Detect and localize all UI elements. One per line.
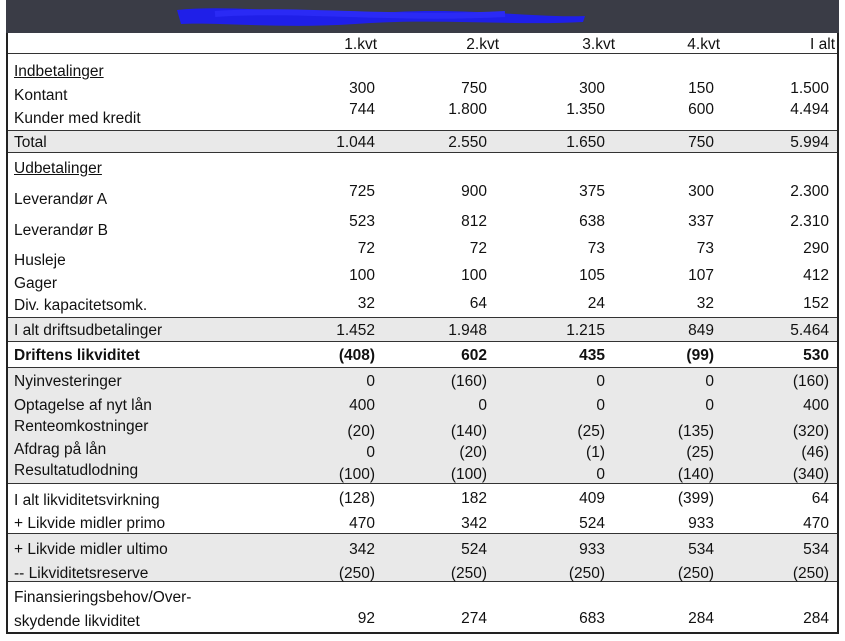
cell-total: 2.300	[790, 183, 829, 200]
header-col-total: I alt	[810, 36, 835, 53]
row-label: Nyinvesteringer	[14, 373, 122, 390]
cell-q3: 683	[579, 610, 605, 627]
cell-q4: (140)	[677, 466, 714, 483]
cell-q1: (250)	[338, 565, 375, 582]
cell-q4: (25)	[686, 444, 714, 461]
row-label: Leverandør B	[14, 222, 108, 239]
cell-q3: 73	[587, 240, 605, 257]
cell-total: (340)	[792, 466, 829, 483]
row-label: + Likvide midler ultimo	[14, 541, 168, 558]
row-label-line1: Finansieringsbehov/Over-	[14, 589, 192, 606]
cell-q1: 744	[349, 101, 375, 118]
header-col-3: 3.kvt	[582, 36, 615, 53]
cell-q1: 32	[357, 295, 375, 312]
cell-total: (250)	[792, 565, 829, 582]
cell-q3: 105	[579, 267, 605, 284]
cell-q2: 524	[461, 541, 487, 558]
cell-q2: (140)	[450, 423, 487, 440]
cell-q3: (1)	[586, 444, 605, 461]
cell-q2: 602	[461, 347, 487, 364]
cell-q2: (250)	[450, 565, 487, 582]
row-label: Total	[14, 134, 47, 151]
row-label: Gager	[14, 275, 58, 292]
cell-q3: 375	[579, 183, 605, 200]
cell-q1: 400	[349, 397, 375, 414]
section-title: Udbetalinger	[14, 160, 102, 177]
cell-q1: 523	[349, 213, 375, 230]
cell-q2: 2.550	[448, 134, 487, 151]
cell-q2: 812	[461, 213, 487, 230]
cell-q2: 342	[461, 515, 487, 532]
cell-q4: 600	[688, 101, 714, 118]
cell-total: 530	[803, 347, 829, 364]
cell-q1: 1.452	[336, 322, 375, 339]
cell-q4: 534	[688, 541, 714, 558]
cell-q1: (408)	[338, 347, 375, 364]
cell-q3: 933	[579, 541, 605, 558]
cell-q1: 100	[349, 267, 375, 284]
cell-total: (320)	[792, 423, 829, 440]
cell-q4: 0	[705, 397, 714, 414]
cell-q1: (20)	[347, 423, 375, 440]
cell-q3: 1.650	[566, 134, 605, 151]
cell-q1: 0	[366, 373, 375, 390]
cell-q2: (160)	[450, 373, 487, 390]
cell-q2: 274	[461, 610, 487, 627]
cell-total: 5.994	[790, 134, 829, 151]
cell-q2: 0	[478, 397, 487, 414]
cell-q2: (20)	[459, 444, 487, 461]
cell-total: 5.464	[790, 322, 829, 339]
cell-total: (46)	[801, 444, 829, 461]
cell-q2: 64	[469, 295, 487, 312]
cell-q4: 150	[688, 80, 714, 97]
cell-q3: 638	[579, 213, 605, 230]
cell-q2: 182	[461, 490, 487, 507]
header-col-4: 4.kvt	[687, 36, 720, 53]
cell-q1: 342	[349, 541, 375, 558]
cell-q4: 284	[688, 610, 714, 627]
cell-q2: 72	[469, 240, 487, 257]
cell-q3: 0	[596, 397, 605, 414]
cell-q3: 1.350	[566, 101, 605, 118]
cell-total: 2.310	[790, 213, 829, 230]
cell-total: 470	[803, 515, 829, 532]
cell-q1: 92	[357, 610, 375, 627]
cell-q3: 1.215	[566, 322, 605, 339]
row-label: I alt likviditetsvirkning	[14, 492, 160, 509]
row-label: Optagelse af nyt lån	[14, 397, 152, 414]
cell-q1: 0	[366, 444, 375, 461]
cell-q1: 470	[349, 515, 375, 532]
row-label: Leverandør A	[14, 191, 108, 208]
cell-q1: 72	[357, 240, 375, 257]
cell-q3: 524	[579, 515, 605, 532]
cell-q4: 107	[688, 267, 714, 284]
cell-total: 534	[803, 541, 829, 558]
cell-q4: 933	[688, 515, 714, 532]
row-label: Resultatudlodning	[14, 462, 139, 479]
row-label: Afdrag på lån	[14, 441, 107, 458]
row-label-line2: skydende likviditet	[14, 613, 140, 630]
cell-q2: 900	[461, 183, 487, 200]
row-label: Kunder med kredit	[14, 110, 141, 127]
cell-q4: 300	[688, 183, 714, 200]
cell-q1: 725	[349, 183, 375, 200]
cell-q2: 100	[461, 267, 487, 284]
header-col-2: 2.kvt	[466, 36, 499, 53]
cell-q3: 0	[596, 373, 605, 390]
cell-q3: (250)	[568, 565, 605, 582]
cell-q3: 300	[579, 80, 605, 97]
cell-q4: (99)	[686, 347, 714, 364]
cell-q3: 24	[587, 295, 605, 312]
cell-total: 400	[803, 397, 829, 414]
row-label: Kontant	[14, 87, 68, 104]
cell-q3: 435	[579, 347, 605, 364]
row-label: Driftens likviditet	[14, 347, 140, 364]
cell-total: 412	[803, 267, 829, 284]
cell-q4: (135)	[677, 423, 714, 440]
row-label: Husleje	[14, 252, 66, 269]
cell-total: 284	[803, 610, 829, 627]
cell-total: 4.494	[790, 101, 829, 118]
cell-q4: 32	[696, 295, 714, 312]
row-label: Div. kapacitetsomk.	[14, 297, 148, 314]
cell-total: 64	[811, 490, 829, 507]
row-label: -- Likviditetsreserve	[14, 565, 149, 582]
cell-q4: (399)	[677, 490, 714, 507]
cell-total: 290	[803, 240, 829, 257]
cell-q2: 1.948	[448, 322, 487, 339]
cell-q4: 0	[705, 373, 714, 390]
row-label: + Likvide midler primo	[14, 515, 166, 532]
cell-total: 152	[803, 295, 829, 312]
cell-q4: 750	[688, 134, 714, 151]
title-bar	[6, 0, 839, 33]
row-label: Renteomkostninger	[14, 418, 149, 435]
liquidity-budget-table	[6, 33, 839, 634]
cell-q3: 0	[596, 466, 605, 483]
cell-q4: 849	[688, 322, 714, 339]
cell-q3: 409	[579, 490, 605, 507]
cell-q1: (100)	[338, 466, 375, 483]
section-title: Indbetalinger	[14, 63, 104, 80]
cell-q4: (250)	[677, 565, 714, 582]
cell-q3: (25)	[577, 423, 605, 440]
cell-q2: (100)	[450, 466, 487, 483]
cell-q4: 73	[696, 240, 714, 257]
cell-q4: 337	[688, 213, 714, 230]
cell-q2: 1.800	[448, 101, 487, 118]
row-label: I alt driftsudbetalinger	[14, 322, 163, 339]
cell-q1: (128)	[338, 490, 375, 507]
cell-total: 1.500	[790, 80, 829, 97]
cell-q2: 750	[461, 80, 487, 97]
cell-q1: 1.044	[336, 134, 375, 151]
cell-total: (160)	[792, 373, 829, 390]
cell-q1: 300	[349, 80, 375, 97]
header-col-1: 1.kvt	[344, 36, 377, 53]
